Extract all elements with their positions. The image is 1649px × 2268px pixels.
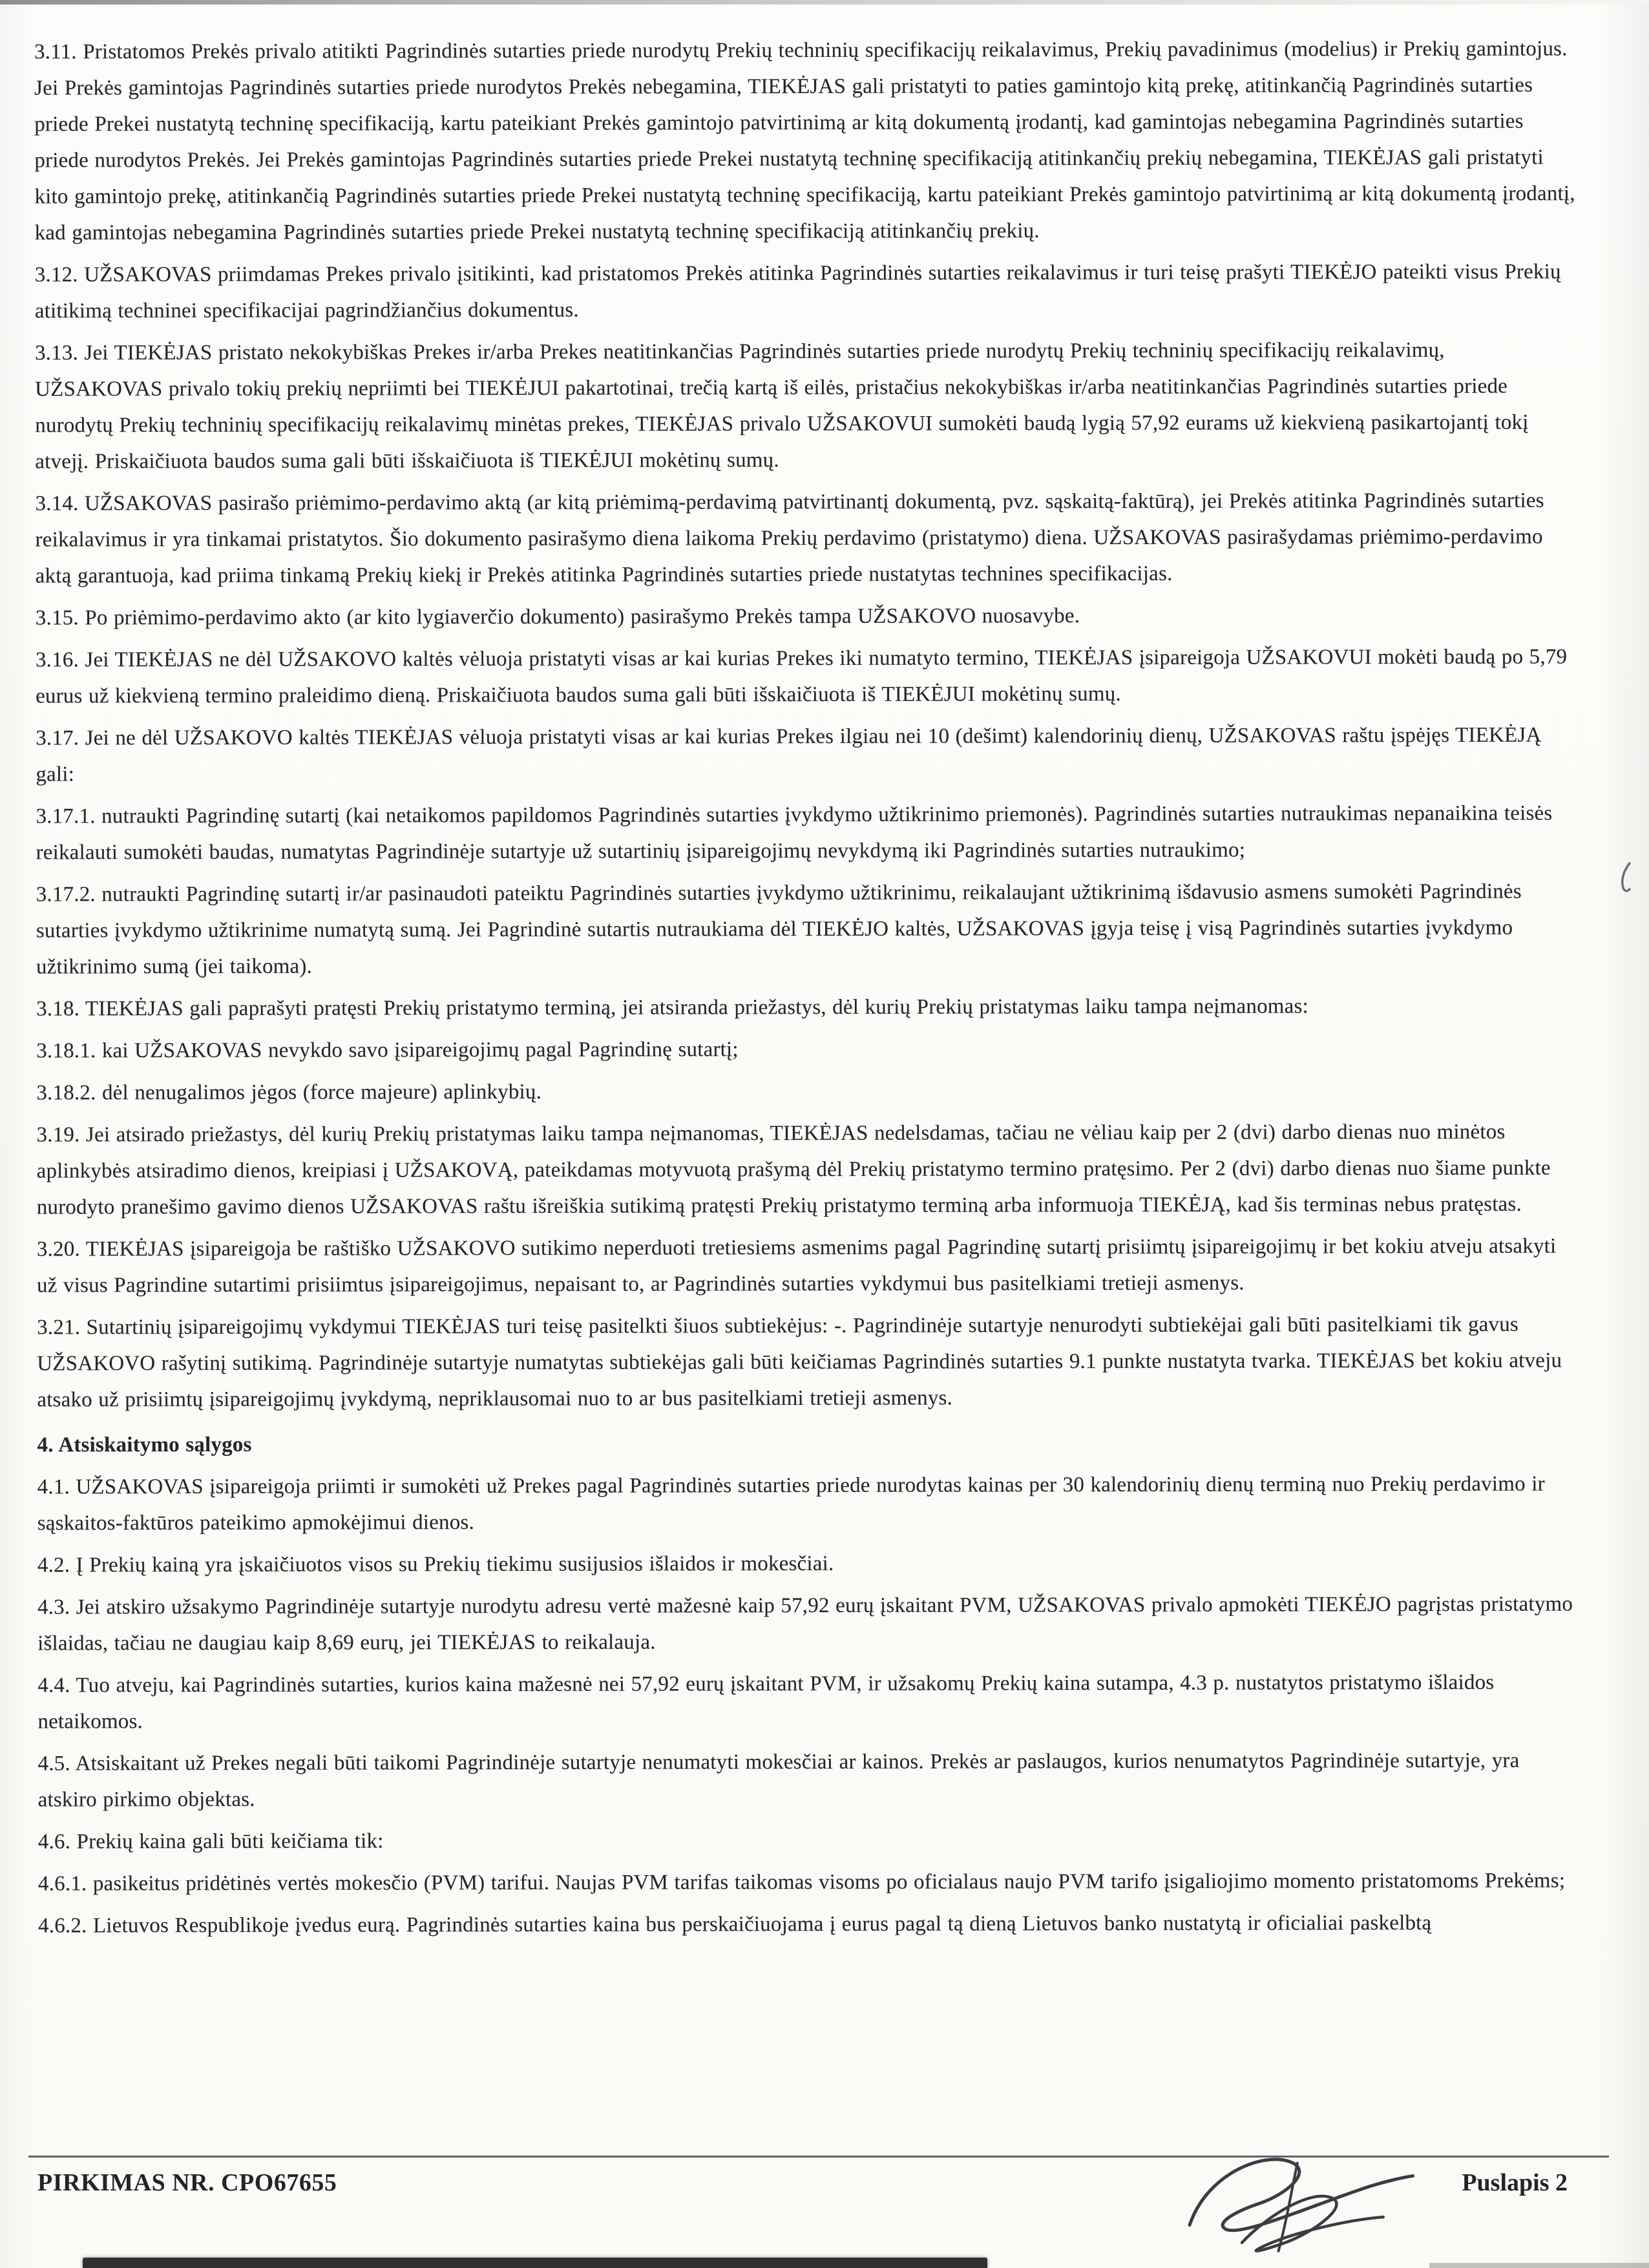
contract-clause: 3.14. UŽSAKOVAS pasirašo priėmimo-perdavimo aktą (ar kitą priėmimą-perdavimą patvirtinantį dokumentą, pvz. sąskaitą-faktūrą), jei Prekės atitinka Pagrindinės sutarties reikalavimus ir yra tinkamai pristatytos. Šio dokumento pasirašymo diena laikoma Prekių perdavimo (pristatymo) diena. UŽSAKOVAS pasirašydamas priėmimo-perdavimo aktą garantuoja, kad priima tinkamą Prekių kiekį ir Prekės atitinka Pagrindinės sutarties priede nustatytas technines specifikacijas. [35, 488, 1544, 588]
contract-clause: 3.15. Po priėmimo-perdavimo akto (ar kito lygiaverčio dokumento) pasirašymo Prekės tampa UŽSAKOVO nuosavybe. [35, 604, 1080, 630]
contract-clause: 4.3. Jei atskiro užsakymo Pagrindinėje sutartyje nurodytu adresu vertė mažesnė kaip 57,92 eurų įskaitant PVM, UŽSAKOVAS privalo apmokėti TIEKĖJO pagrįstas pristatymo išlaidas, tačiau ne daugiau kaip 8,69 eurų, jei TIEKĖJAS to reikalauja. [37, 1592, 1573, 1655]
contract-clause: 3.17.2. nutraukti Pagrindinę sutartį ir/ar pasinaudoti pateiktu Pagrindinės sutarties įvykdymo užtikrinimu, reikalaujant užtikrinimą išdavusio asmens sumokėti Pagrindinės sutarties įvykdymo užtikrinime numatytą sumą. Jei Pagrindinė sutartis nutraukiama dėl TIEKĖJO kaltės, UŽSAKOVAS įgyja teisę į visą Pagrindinės sutarties įvykdymo užtikrinimo sumą (jei taikoma). [36, 879, 1522, 979]
contract-clause: 3.19. Jei atsirado priežastys, dėl kurių Prekių pristatymas laiku tampa neįmanomas, TIEKĖJAS nedelsdamas, tačiau ne vėliau kaip per 2 (dvi) darbo dienas nuo minėtos aplinkybės atsiradimo dienos, kreipiasi į UŽSAKOVĄ, pateikdamas motyvuotą prašymą dėl Prekių pristatymo termino pratęsimo. Per 2 (dvi) darbo dienas nuo šiame punkte nurodyto pranešimo gavimo dienos UŽSAKOVAS raštu išreiškia sutikimą pratęsti Prekių pristatymo terminą arba informuoja TIEKĖJĄ, kad šis terminas nebus pratęstas. [36, 1120, 1551, 1219]
scan-edge-bottom-right [1429, 2263, 1649, 2268]
purchase-number: PIRKIMAS NR. CPO67655 [37, 2169, 337, 2196]
signature-scribble [1161, 2139, 1423, 2268]
contract-clause: 3.21. Sutartinių įsipareigojimų vykdymui TIEKĖJAS turi teisę pasitelkti šiuos subtiekėjus: -. Pagrindinėje sutartyje nenurodyti subtiekėjai gali būti pasitelkiami tik gavus UŽSAKOVO rašytinį sutikimą. Pagrindinėje sutartyje numatytas subtiekėjas gali būti keičiamas Pagrindinės sutarties 9.1 punkte nustatyta tvarka. TIEKĖJAS bet kokiu atveju atsako už prisiimtų įsipareigojimų įvykdymą, nepriklausomai nuo to ar bus pasitelkiami tretieji asmenys. [37, 1312, 1562, 1412]
contract-clause: 3.18.2. dėl nenugalimos jėgos (force majeure) aplinkybių. [36, 1080, 542, 1105]
contract-clause: 3.16. Jei TIEKĖJAS ne dėl UŽSAKOVO kaltės vėluoja pristatyti visas ar kai kurias Prekes iki numatyto termino, TIEKĖJAS įsipareigoja UŽSAKOVUI mokėti baudą po 5,79 eurus už kiekvieną termino praleidimo dieną. Priskaičiuota baudos suma gali būti išskaičiuota iš TIEKĖJUI mokėtinų sumų. [35, 645, 1568, 708]
contract-clause: 4.1. UŽSAKOVAS įsipareigoja priimti ir sumokėti už Prekes pagal Pagrindinės sutarties priede nurodytas kainas per 30 kalendorinių dienų terminą nuo Prekių perdavimo ir sąskaitos-faktūros pateikimo apmokėjimui dienos. [37, 1472, 1545, 1535]
contract-clause: 4.2. Į Prekių kainą yra įskaičiuotos visos su Prekių tiekimu susijusios išlaidos ir mokesčiai. [37, 1551, 834, 1577]
scan-edge-top [0, 0, 1649, 5]
section-heading: 4. Atsiskaitymo sąlygos [37, 1433, 252, 1457]
contract-clause: 4.6. Prekių kaina gali būti keičiama tik: [37, 1829, 384, 1854]
pen-mark-icon [1610, 859, 1637, 896]
contract-clause: 3.18.1. kai UŽSAKOVAS nevykdo savo įsipareigojimų pagal Pagrindinę sutartį; [36, 1038, 739, 1063]
contract-clause: 4.6.1. pasikeitus pridėtinės vertės mokesčio (PVM) tarifui. Naujas PVM tarifas taikomas visoms po oficialaus naujo PVM tarifo įsigaliojimo momento pristatomoms Prekėms; [37, 1869, 1566, 1896]
contract-clause: 3.13. Jei TIEKĖJAS pristato nekokybiškas Prekes ir/arba Prekes neatitinkančias Pagrindinės sutarties priede nurodytų Prekių techninių specifikacijų reikalavimų, UŽSAKOVAS privalo tokių prekių nepriimti bei TIEKĖJUI pakartotinai, trečią kartą iš eilės, pristačius nekokybiškas ir/arba neatitinkančias Pagrindinės sutarties priede nurodytų Prekių techninių specifikacijų reikalavimų minėtas prekes, TIEKĖJAS privalo UŽSAKOVUI sumokėti baudą lygią 57,92 eurams už kiekvieną pasikartojantį tokį atvejį. Priskaičiuota baudos suma gali būti išskaičiuota iš TIEKĖJUI mokėtinų sumų. [34, 338, 1529, 474]
clause-list [34, 31, 1581, 1950]
scan-edge-bottom [83, 2258, 987, 2268]
contract-clause: 3.20. TIEKĖJAS įsipareigoja be raštiško UŽSAKOVO sutikimo neperduoti tretiesiems asmenims pagal Pagrindinę sutartį prisiimtų įsipareigojimų ir bet kokiu atveju atsakyti už visus Pagrindine sutartimi prisiimtus įsipareigojimus, nepaisant to, ar Pagrindinės sutarties vykdymui bus pasitelkiami tretieji asmenys. [36, 1234, 1557, 1297]
contract-clause: 3.17. Jei ne dėl UŽSAKOVO kaltės TIEKĖJAS vėluoja pristatyti visas ar kai kurias Prekes ilgiau nei 10 (dešimt) kalendorinių dienų, UŽSAKOVAS raštu įspėjęs TIEKĖJĄ gali: [36, 723, 1542, 786]
page-number: Puslapis 2 [1462, 2169, 1568, 2196]
contract-clause: 4.5. Atsiskaitant už Prekes negali būti taikomi Pagrindinėje sutartyje nenumatyti mokesčiai ar kainos. Prekės ar paslaugos, kurios nenumatytos Pagrindinėje sutartyje, yra atskiro pirkimo objektas. [37, 1748, 1520, 1812]
contract-clause: 4.6.2. Lietuvos Respublikoje įvedus eurą. Pagrindinės sutarties kaina bus perskaičiuojama į eurus pagal tą dieną Lietuvos banko nustatytą ir oficialiai paskelbtą [37, 1911, 1432, 1938]
contract-clause: 3.18. TIEKĖJAS gali paprašyti pratęsti Prekių pristatymo terminą, jei atsiranda priežastys, dėl kurių Prekių pristatymas laiku tampa neįmanomas: [36, 994, 1308, 1021]
contract-clause: 3.17.1. nutraukti Pagrindinę sutartį (kai netaikomos papildomos Pagrindinės sutarties įvykdymo užtikrinimo priemonės). Pagrindinės sutarties nutraukimas nepanaikina teisės reikalauti sumokėti baudas, numatytas Pagrindinėje sutartyje už sutartinių įsipareigojimų nevykdymą iki Pagrindinės sutarties nutraukimo; [36, 801, 1553, 865]
contract-clause: 3.11. Pristatomos Prekės privalo atitikti Pagrindinės sutarties priede nurodytų Prekių techninių specifikacijų reikalavimus, Prekių pavadinimus (modelius) ir Prekių gamintojus. Jei Prekės gamintojas Pagrindinės sutarties priede nurodytos Prekės nebegamina, TIEKĖJAS gali pristatyti to paties gamintojo kitą prekę, atitinkančią Pagrindinės sutarties priede Prekei nustatytą techninę specifikaciją, kartu pateikiant Prekės gamintojo patvirtinimą ar kitą dokumentą įrodantį, kad gamintojas nebegamina Pagrindinės sutarties priede nurodytos Prekės. Jei Prekės gamintojas Pagrindinės sutarties priede Prekei nustatytą techninę specifikaciją atitinkančių prekių nebegamina, TIEKĖJAS gali pristatyti kito gamintojo prekę, atitinkančią Pagrindinės sutarties priede Prekei nustatytą techninę specifikaciją, kartu pateikiant Prekės gamintojo patvirtinimą ar kitą dokumentą įrodantį, kad gamintojas nebegamina Pagrindinės sutarties priede Prekei nustatytą techninę specifikaciją atitinkančių prekių. [34, 37, 1575, 245]
contract-clause: 4.4. Tuo atveju, kai Pagrindinės sutarties, kurios kaina mažesnė nei 57,92 eurų įskaitant PVM, ir užsakomų Prekių kaina sutampa, 4.3 p. nustatytos pristatymo išlaidos netaikomos. [37, 1670, 1495, 1734]
contract-clause: 3.12. UŽSAKOVAS priimdamas Prekes privalo įsitikinti, kad pristatomos Prekės atitinka Pagrindinės sutarties reikalavimus ir turi teisę prašyti TIEKĖJO pateikti visus Prekių atitikimą techninei specifikacijai pagrindžiančius dokumentus. [34, 260, 1561, 323]
